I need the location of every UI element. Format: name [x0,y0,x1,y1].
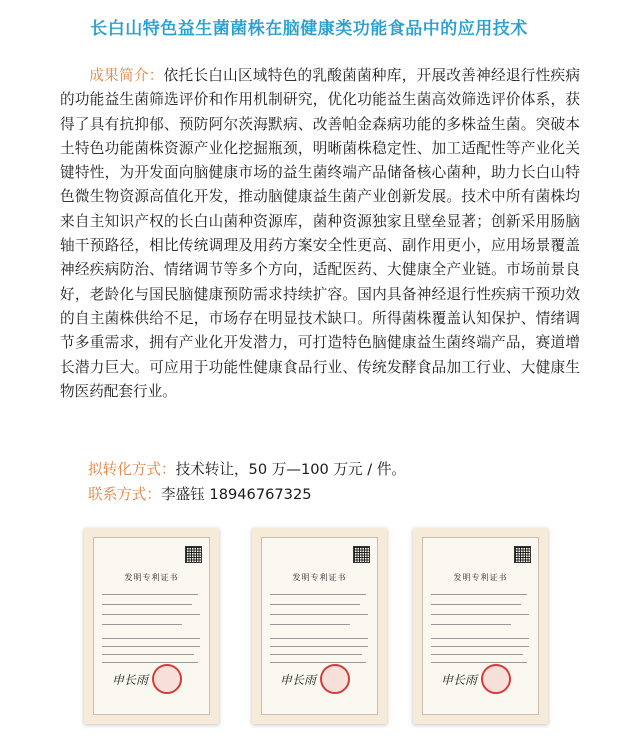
text-line [431,614,529,615]
certificate-frame [261,537,378,715]
official-seal-icon [481,664,511,694]
contact-line [88,483,312,504]
transfer-value: 技术转让，50 万—100 万元 / 件。 [175,461,407,478]
text-line [102,624,182,625]
transfer-label: 拟转化方式： [88,461,176,478]
text-line [270,646,368,647]
signature-icon: 申长雨 [280,673,317,687]
text-line [270,624,350,625]
text-line [102,638,200,639]
intro-paragraph [60,64,580,404]
text-line [431,604,521,605]
intro-text: 依托长白山区域特色的乳酸菌菌种库，开展改善神经退行性疾病的功能益生菌筛选评价和作用机制研究，优化功能益生菌高效筛选评价体系，获得了具有抗抑郁、预防阿尔茨海默病、改善帕金森病功能的多株益生菌。突破本土特色功能菌株资源产业化挖掘瓶颈，明晰菌株稳定性、加工适配性等产业化关键特性，为开发面向脑健康市场的益生菌终端产品储备核心菌种，助力长白山特色微生物资源高值化开发，推动脑健康益生菌产业创新发展。技术中所有菌株均来自主知识产权的长白山菌种资源库，菌种资源独家且壁垒显著；创新采用肠脑轴干预路径，相比传统调理及用药方案安全性更高、副作用更小，应用场景覆盖神经疾病防治、情绪调节等多个方向，适配医药、大健康全产业链。市场前景良好，老龄化与国民脑健康预防需求持续扩容。国内具备神经退行性疾病干预功效的自主菌株供给不足，市场存在明显技术缺口。所得菌株覆盖认知保护、情绪调节多重需求，拥有产业化开发潜力，可打造特色脑健康益生菌终端产品，赛道增长潜力巨大。可应用于功能性健康食品行业、传统发酵食品加工行业、大健康生物医药配套行业。 [60,67,580,400]
text-line [270,604,360,605]
patent-certificate-image [252,528,387,724]
signature-icon: 申长雨 [112,673,149,687]
text-line [102,614,200,615]
signature-icon: 申长雨 [441,673,478,687]
text-line [270,662,366,663]
page-title: 长白山特色益生菌菌株在脑健康类功能食品中的应用技术 [90,19,528,39]
text-line [270,614,368,615]
certificate-title: 发明专利证书 [124,573,179,582]
text-line [102,654,194,655]
certificate-title: 发明专利证书 [292,573,347,582]
text-line [102,662,198,663]
text-line [431,594,527,595]
intro-label: 成果简介： [89,67,164,84]
qr-code-icon [353,546,370,563]
text-line [270,594,366,595]
text-line [431,654,523,655]
text-line [270,638,368,639]
certificate-frame [93,537,210,715]
certificate-frame [422,537,539,715]
text-line [102,604,192,605]
qr-code-icon [185,546,202,563]
text-line [102,646,200,647]
transfer-line [88,458,406,479]
official-seal-icon [152,664,182,694]
contact-label: 联系方式： [88,486,161,503]
patent-certificate-image [413,528,548,724]
text-line [431,662,527,663]
text-line [102,594,198,595]
official-seal-icon [320,664,350,694]
text-line [431,624,511,625]
certificate-title: 发明专利证书 [453,573,508,582]
patent-certificate-image [84,528,219,724]
qr-code-icon [514,546,531,563]
text-line [431,638,529,639]
contact-value: 李盛钰 18946767325 [160,486,312,503]
text-line [431,646,529,647]
text-line [270,654,362,655]
